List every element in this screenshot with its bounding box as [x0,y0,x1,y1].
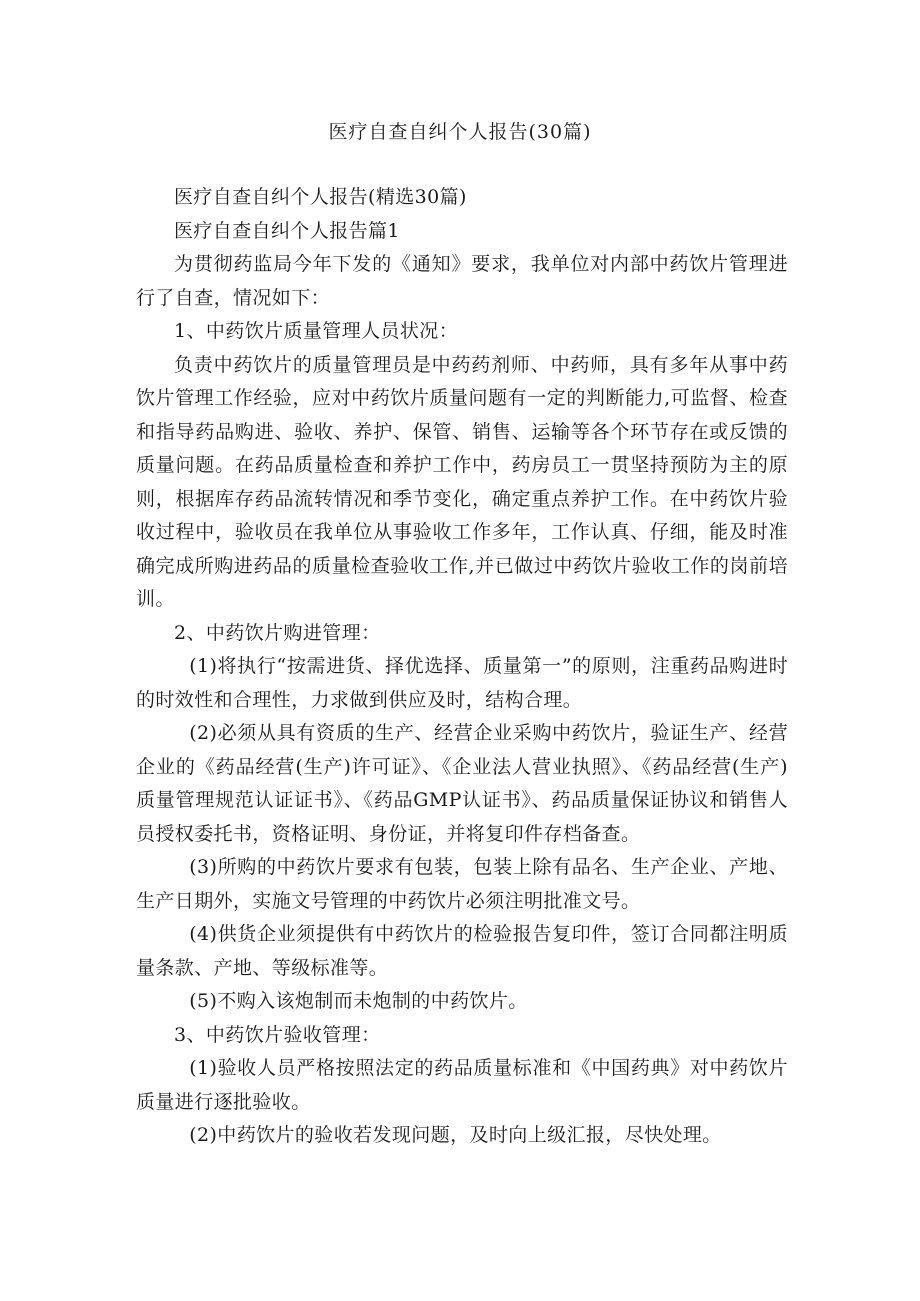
section-heading: 2、中药饮片购进管理： [174,621,381,644]
body-paragraph: 负责中药饮片的质量管理员是中药药剂师、中药师，具有多年从事中药饮片管理工作经验，应对中药饮片质量问题有一定的判断能力,可监督、检查和指导药品购进、验收、养护、保管、销售、运输等各个环节存在或反馈的质量问题。在药品质量检查和养护工作中，药房员工一贯坚持预防为主的原则，根据库存药品流转情况和季节变化，确定重点养护工作。在中药饮片验收过程中，验收员在我单位从事验收工作多年，工作认真、仔细，能及时准确完成所购进药品的质量检查验收工作,并已做过中药饮片验收工作的岗前培训。 [136,353,788,610]
document-body [136,181,788,1153]
report-heading: 医疗自查自纠个人报告篇1 [174,219,400,242]
list-item: (2)中药饮片的验收若发现问题，及时向上级汇报，尽快处理。 [189,1124,722,1146]
list-item: (1)将执行“按需进货、择优选择、质量第一”的原则，注重药品购进时的时效性和合理性，力求做到供应及时，结构合理。 [136,655,788,711]
intro-paragraph: 为贯彻药监局今年下发的《通知》要求，我单位对内部中药饮片管理进行了自查，情况如下： [136,253,788,309]
list-item: (2)必须从具有资质的生产、经营企业采购中药饮片，验证生产、经营企业的《药品经营(生产)许可证》、《企业法人营业执照》、《药品经营(生产)质量管理规范认证证书》、《药品GMP认证书》、药品质量保证协议和销售人员授权委托书，资格证明、身份证，并将复印件存档备查。 [136,722,788,845]
section-heading: 3、中药饮片验收管理： [174,1023,381,1046]
list-item: (4)供货企业须提供有中药饮片的检验报告复印件，签订合同都注明质量条款、产地、等级标准等。 [136,923,788,979]
section-heading: 1、中药饮片质量管理人员状况： [174,320,459,342]
list-item: (5)不购入该炮制而未炮制的中药饮片。 [189,990,528,1012]
document-title: 医疗自查自纠个人报告(30篇) [328,121,592,143]
list-item: (3)所购的中药饮片要求有包装，包装上除有品名、生产企业、产地、生产日期外，实施文号管理的中药饮片必须注明批准文号。 [136,856,788,912]
document-subtitle: 医疗自查自纠个人报告(精选30篇) [174,186,467,208]
list-item: (1)验收人员严格按照法定的药品质量标准和《中国药典》对中药饮片质量进行逐批验收。 [136,1057,788,1113]
